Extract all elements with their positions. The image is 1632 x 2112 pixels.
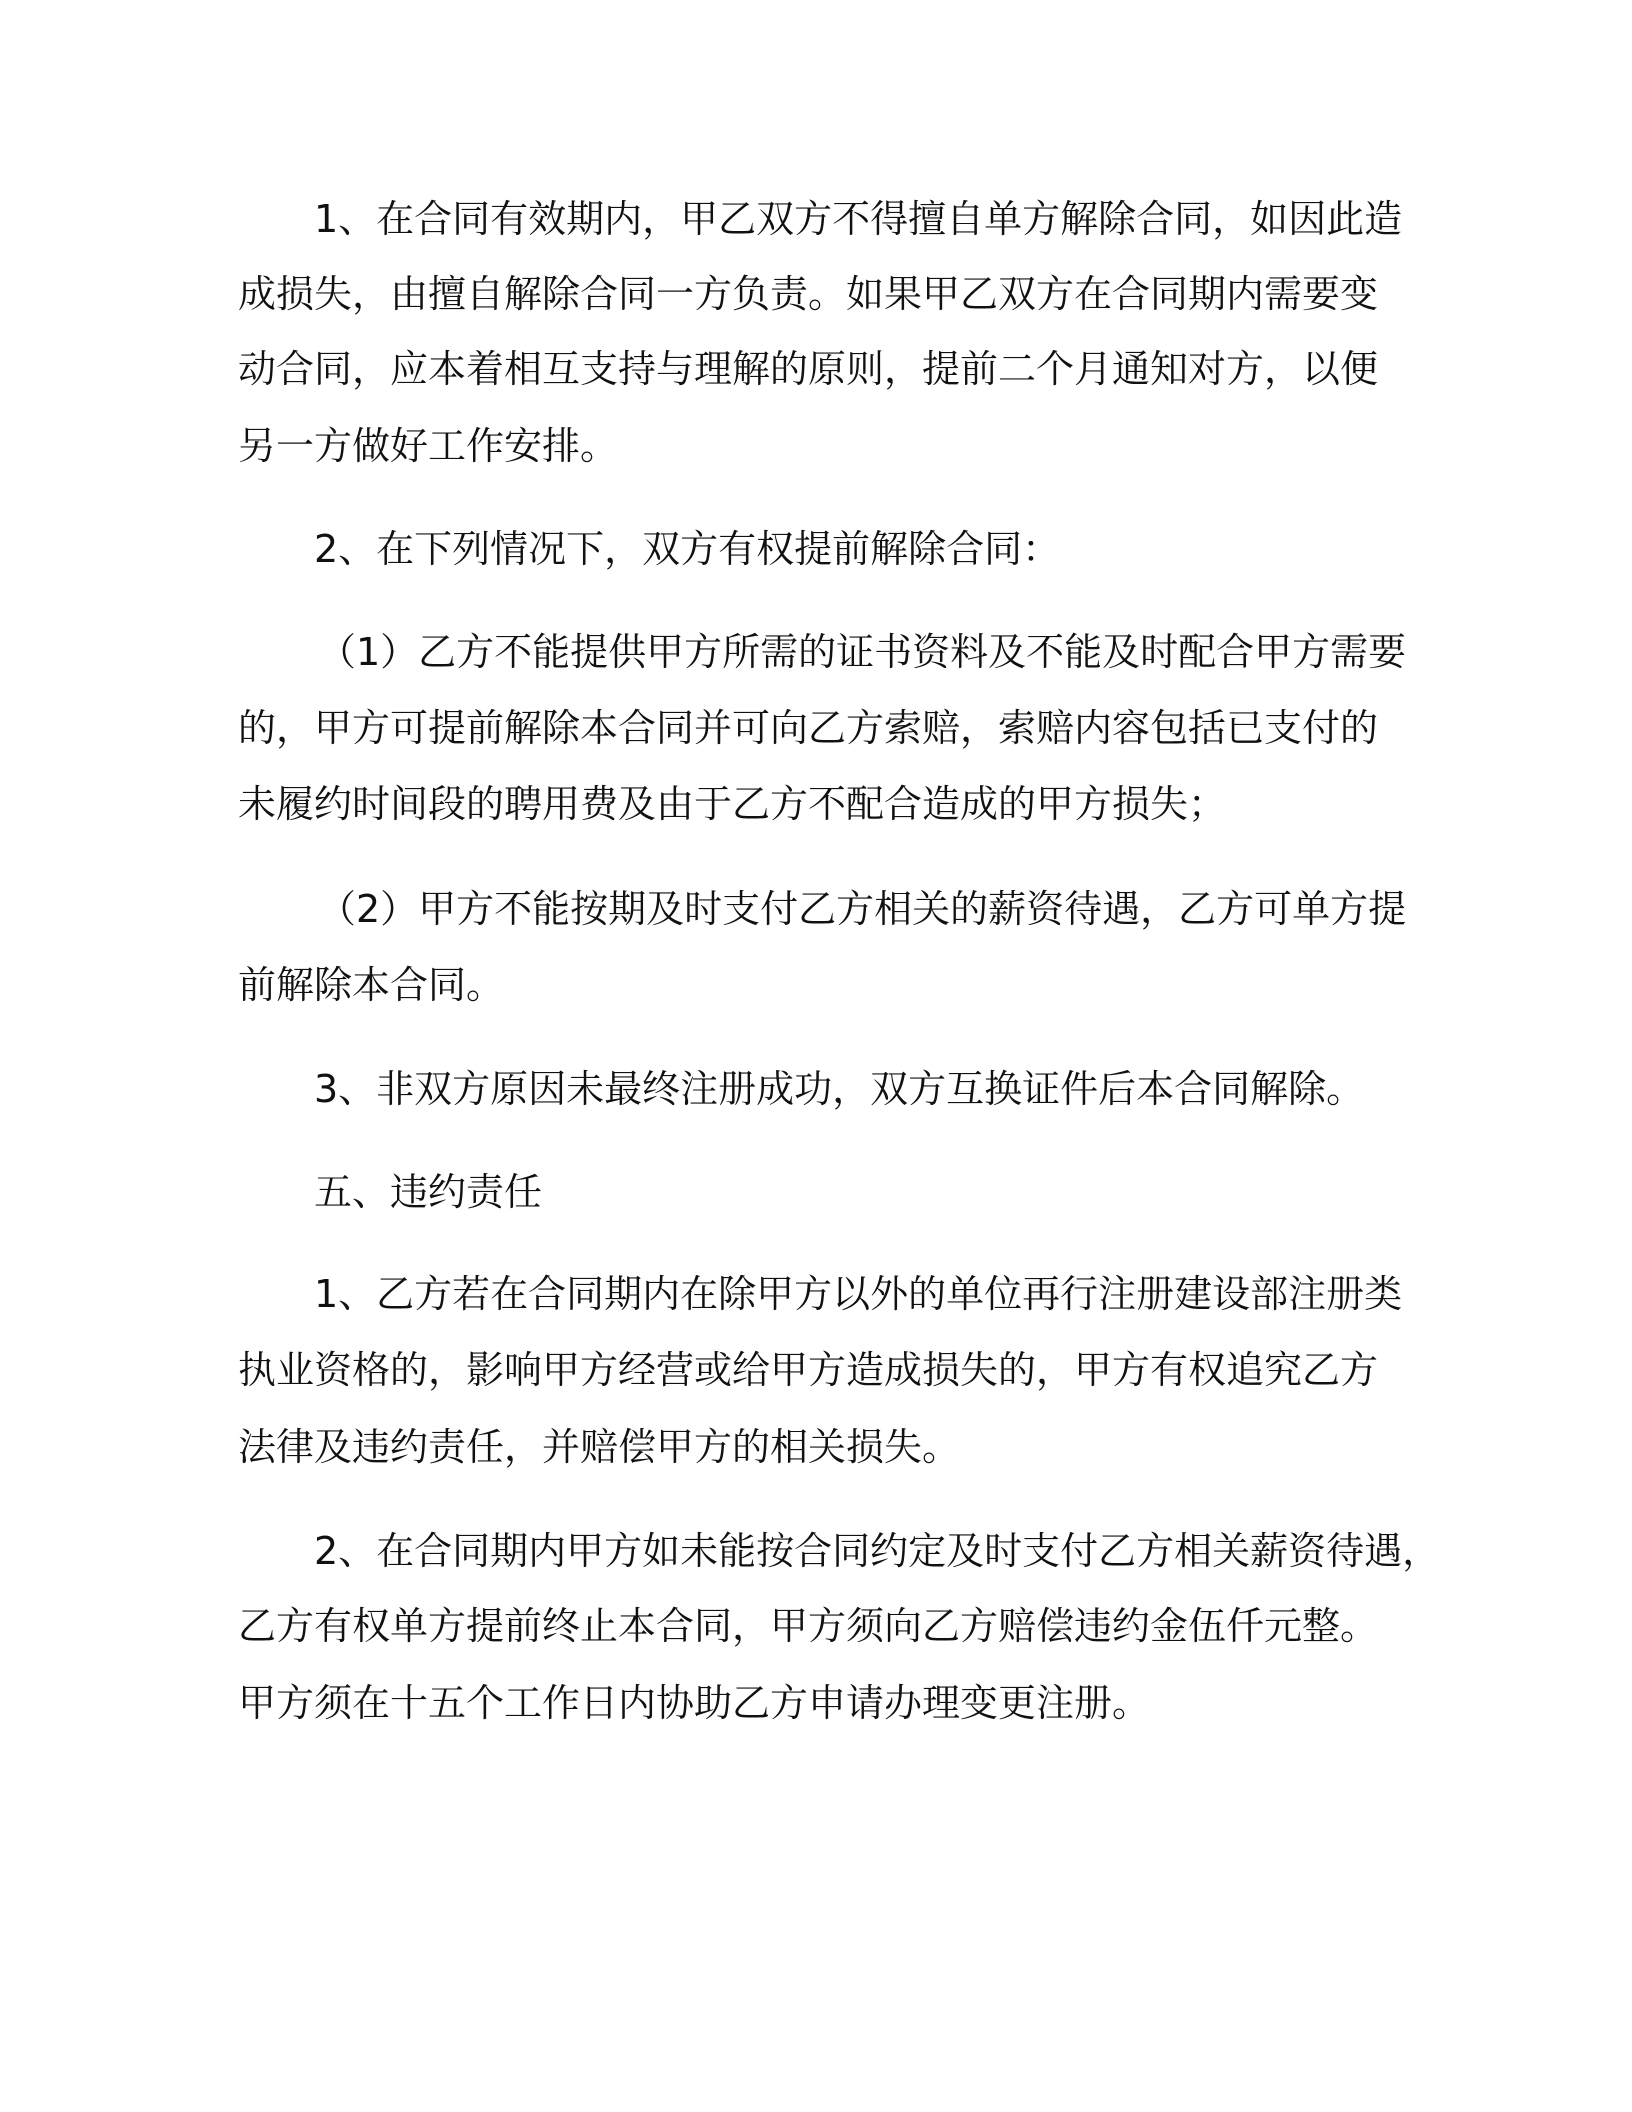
clause-4-2-1-line-3: 未履约时间段的聘用费及由于乙方不配合造成的甲方损失；	[238, 782, 1227, 826]
clause-4-1-line-4: 另一方做好工作安排。	[238, 424, 619, 468]
clause-4-1-line-2: 成损失，由擅自解除合同一方负责。如果甲乙双方在合同期内需要变	[238, 272, 1379, 316]
clause-5-1-line-3: 法律及违约责任，并赔偿甲方的相关损失。	[238, 1425, 961, 1469]
clause-5-1-line-1: 1、乙方若在合同期内在除甲方以外的单位再行注册建设部注册类	[314, 1272, 1403, 1316]
clause-5-2-line-1: 2、在合同期内甲方如未能按合同约定及时支付乙方相关薪资待遇，	[314, 1529, 1441, 1573]
clause-4-2-2-line-1: （2）甲方不能按期及时支付乙方相关的薪资待遇，乙方可单方提	[318, 887, 1407, 931]
clause-5-1-line-2: 执业资格的，影响甲方经营或给甲方造成损失的，甲方有权追究乙方	[238, 1348, 1379, 1392]
clause-4-1-line-3: 动合同，应本着相互支持与理解的原则，提前二个月通知对方，以便	[238, 347, 1379, 391]
section-5-heading: 五、违约责任	[314, 1170, 543, 1214]
clause-4-2-1-line-2: 的，甲方可提前解除本合同并可向乙方索赔，索赔内容包括已支付的	[238, 706, 1379, 750]
clause-4-1-line-1: 1、在合同有效期内，甲乙双方不得擅自单方解除合同，如因此造	[314, 197, 1403, 241]
clause-4-2-1-line-1: （1）乙方不能提供甲方所需的证书资料及不能及时配合甲方需要	[318, 630, 1407, 674]
clause-5-2-line-2: 乙方有权单方提前终止本合同，甲方须向乙方赔偿违约金伍仟元整。	[238, 1604, 1379, 1648]
clause-5-2-line-3: 甲方须在十五个工作日内协助乙方申请办理变更注册。	[238, 1681, 1151, 1725]
clause-4-2-heading: 2、在下列情况下，双方有权提前解除合同：	[314, 527, 1061, 571]
clause-4-2-2-line-2: 前解除本合同。	[238, 963, 505, 1007]
clause-4-3: 3、非双方原因未最终注册成功，双方互换证件后本合同解除。	[314, 1067, 1365, 1111]
